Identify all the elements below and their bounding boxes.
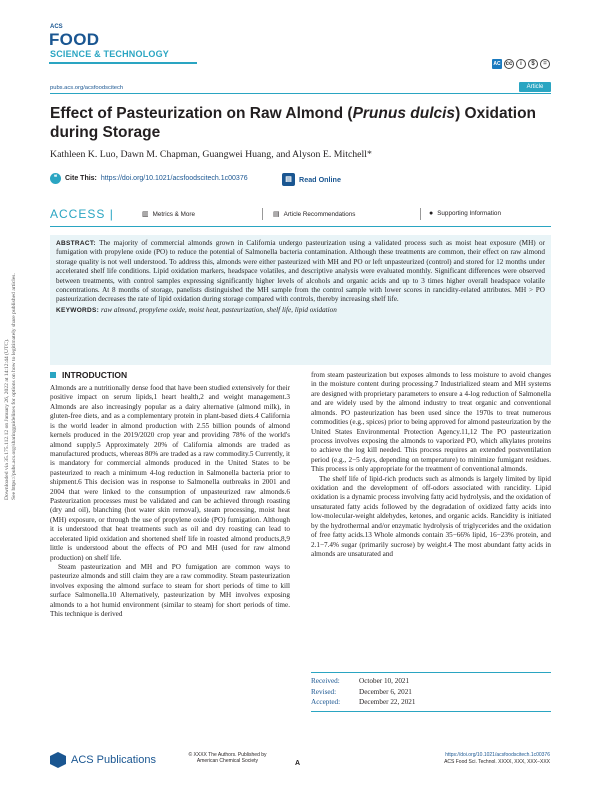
footer-citation-text: ACS Food Sci. Technol. XXXX, XXX, XXX−XXX [444, 758, 550, 765]
journal-logo-food: FOOD [49, 30, 100, 49]
left-column [50, 384, 290, 620]
keywords-text: raw almond, propylene oxide, moist heat, pasteurization, shelf life, lipid oxidation [100, 305, 337, 314]
revised-date: December 6, 2021 [359, 687, 412, 696]
title-part-2: ) Oxidation during Storage [50, 105, 537, 141]
noderivatives-icon: = [540, 59, 550, 69]
cite-label: Cite This: [65, 175, 97, 182]
metrics-label: Metrics & More [152, 210, 195, 218]
read-online-icon: ▤ [282, 173, 295, 186]
received-row [311, 676, 551, 687]
intro-paragraph-2: Steam pasteurization and MH and PO fumigation are common ways to pasteurize almonds and still claim they are a raw commodity. Steam pasteurization involves exposing the almond surface to steam for short periods of time to kill surface Salmonella.10 Alternatively, pasteurization by MH involves exposing almonds to a hot humid environment (similar to steam) for short periods of time. This technique is derived [50, 563, 290, 619]
logo-underline [49, 62, 197, 64]
journal-logo-acs: ACS [50, 24, 63, 30]
read-online-label: Read Online [299, 175, 341, 184]
watermark-line-2: See https://pubs.acs.org/sharingguidelines for options on how to legitimately share published articles. [11, 273, 18, 500]
copyright-notice [180, 752, 275, 764]
cite-this [50, 173, 248, 184]
acs-hexagon-icon [50, 752, 66, 768]
article-recommendations-link[interactable] [273, 210, 355, 218]
intro-paragraph-3: from steam pasteurization but exposes almonds to less moisture to avoid changes in the moisture content during processing.7 Industrialized steam and MH systems are designed with proprietary parameters to ensure a 4-log reduction of Salmonella and are widely used by the almond industry to treat organic and conventional almonds. PO pasteurization has been used since the 1970s to treat numerous commodities (e.g., spices) prior to being approved for almond pasteurization by the United States Environmental Protection Agency.11,12 The PO pasteurization process involves exposing the almonds to vaporized PO, which alkylates proteins to achieve the log kill needed. This process requires an extended postventilation period (e.g., 2−5 days, depending on temperature) to minimize fumigant residues. This process is only appropriate for the treatment of conventional almonds. [311, 371, 551, 474]
journal-logo-science: SCIENCE & TECHNOLOGY [50, 49, 170, 59]
access-label: ACCESS | [50, 207, 114, 221]
info-circle-icon: ● [429, 210, 434, 217]
metrics-divider [50, 226, 551, 227]
metrics-separator-2 [420, 208, 421, 220]
keywords [56, 306, 545, 315]
abstract-label: ABSTRACT: [56, 240, 96, 247]
quote-icon: ❝ [50, 173, 61, 184]
article-type-badge: Article [519, 82, 551, 92]
creative-commons-icon: cc [505, 61, 513, 67]
journal-url[interactable]: pubs.acs.org/acsfoodscitech [50, 85, 124, 91]
page-number: A [295, 760, 301, 767]
author-list: Kathleen K. Luo, Dawn M. Chapman, Guangwei Huang, and Alyson E. Mitchell* [50, 149, 372, 160]
watermark-line-1: Downloaded via 35.175.112.12 on January 26, 2022 at 14:12:44 (UTC). [4, 338, 10, 500]
supporting-information-link[interactable] [429, 210, 501, 217]
right-column [311, 371, 551, 559]
read-online-button[interactable] [282, 173, 341, 186]
keywords-label: KEYWORDS: [56, 306, 100, 314]
recommendations-label: Article Recommendations [283, 210, 356, 218]
section-marker-icon [50, 372, 56, 378]
author-choice-icon: AC [493, 61, 501, 67]
article-title [50, 104, 550, 142]
attribution-icon: i [516, 59, 526, 69]
abstract-text: The majority of commercial almonds grown in California undergo pasteurization using a validated process such as moist heat exposure (MH) or fumigation with propylene oxide (PO) to reduce the potential of Salmonella bacteria contamination. Although these treatments are common, their effect on raw almond storage quality is not well understood. To address this, almonds were either pasteurized with MH and PO or left unpasteurized (control) and stored for 12 months under accelerated shelf life conditions. Lipid oxidation markers, headspace volatiles, and descriptive analysis were evaluated monthly. Significant differences were observed between treatments, with control samples expressing significantly higher levels of alcohols and organic acids and up to 3 times higher overall headspace volatile concentrations. At 8 months of storage, panelists distinguished the MH sample from the control sample with lower scores in rancidity-related attributes. MH > PO pasteurization decreases the rate of lipid oxidation during storage compared with controls, thereby increasing shelf life. [56, 239, 545, 304]
copyright-line-1: © XXXX The Authors. Published by [188, 752, 267, 758]
noncommercial-icon: $ [528, 59, 538, 69]
document-icon: ▤ [273, 211, 280, 218]
acs-publications-logo[interactable] [50, 752, 156, 768]
intro-heading-label: INTRODUCTION [62, 370, 128, 380]
intro-paragraph-4: The shelf life of lipid-rich products such as almonds is largely limited by lipid oxidation and the development of off-odors associated with rancidity. Lipid oxidation is a dynamic process involving fatty acid hydrolysis, and the oxidation of unsaturated fatty acids followed by the degradation of oxidized fatty acids into low-molecular-weight aldehydes, ketones, and organic acids. Rancidity is initiated by the hydrothermal and/or enzymatic hydrolysis of triglycerides and the oxidation of free fatty acids.13 Whole almonds contain 35−66% lipid, 16−23% protein, and 2.1−7.4% sugar (primarily sucrose) by weight.4 The most abundant fatty acids in almonds are unsaturated and [311, 474, 551, 559]
bar-chart-icon: ▥ [142, 211, 149, 218]
watermark-text [4, 273, 18, 500]
metrics-separator-1 [262, 208, 263, 220]
metrics-bar [50, 207, 551, 223]
cite-doi-link[interactable]: https://doi.org/10.1021/acsfoodscitech.1c00376 [100, 175, 248, 182]
received-date: October 10, 2021 [359, 677, 410, 685]
revised-row [311, 687, 551, 698]
abstract [56, 239, 545, 305]
abstract-box [50, 235, 551, 365]
copyright-line-2: American Chemical Society [196, 758, 259, 765]
open-access-badges [492, 59, 550, 69]
footer-doi-link[interactable]: https://doi.org/10.1021/acsfoodscitech.1c00376 [445, 752, 550, 758]
metrics-more-link[interactable] [142, 210, 195, 218]
footer-citation [444, 752, 550, 765]
received-label: Received: [311, 677, 340, 685]
section-heading-introduction [50, 370, 127, 380]
intro-paragraph-1: Almonds are a nutritionally dense food that have been studied extensively for their positive impact on serum lipids,1 heart health,2 and weight management.3 Almonds are also increasingly popular as a dairy alternative (almond milk), in gluten-free diets, and as a complementary protein in plant-based diets.4 California is the world leader in almond production with 2.55 billion pounds of almond kernels produced in the 2019/2020 crop year and providing 78% of the world's almond supply.5 Approximately 20% of California almonds are traded as manufactured products, whereas 80% are traded as a raw commodity.5 Currently, it is mandatory for commercial almonds produced in the United States to be pasteurized to reach a minimum 4-log reduction in Salmonella bacteria prior to shipment.6 This decision was in response to Salmonella outbreaks in 2001 and 2004 that were linked to the consumption of unpasteurized raw almonds.6 Pasteurization processes must be validated and can be achieved through roasting (dry and oil), blanching (hot water skin removal), steam processing, moist heat (MH) exposure, or through the use of propylene oxide (PO) fumigation. Although it is understood that heat treatments such as oil and dry roasting can lead to accelerated lipid oxidation and shortened shelf life in roasted almond products,8,9 little is understood about the effects of PO and MH (used for raw almond production) on shelf life. [50, 384, 290, 562]
title-part-1: Effect of Pasteurization on Raw Almond ( [50, 105, 353, 122]
accepted-label: Accepted: [311, 698, 341, 706]
header-divider [50, 93, 551, 94]
accepted-row [311, 697, 551, 708]
supporting-label: Supporting Information [437, 210, 501, 217]
publisher-name: ACS Publications [71, 754, 156, 766]
revised-label: Revised: [311, 687, 337, 696]
accepted-date: December 22, 2021 [359, 698, 416, 706]
title-species: Prunus dulcis [352, 105, 456, 122]
publication-dates [311, 672, 551, 712]
